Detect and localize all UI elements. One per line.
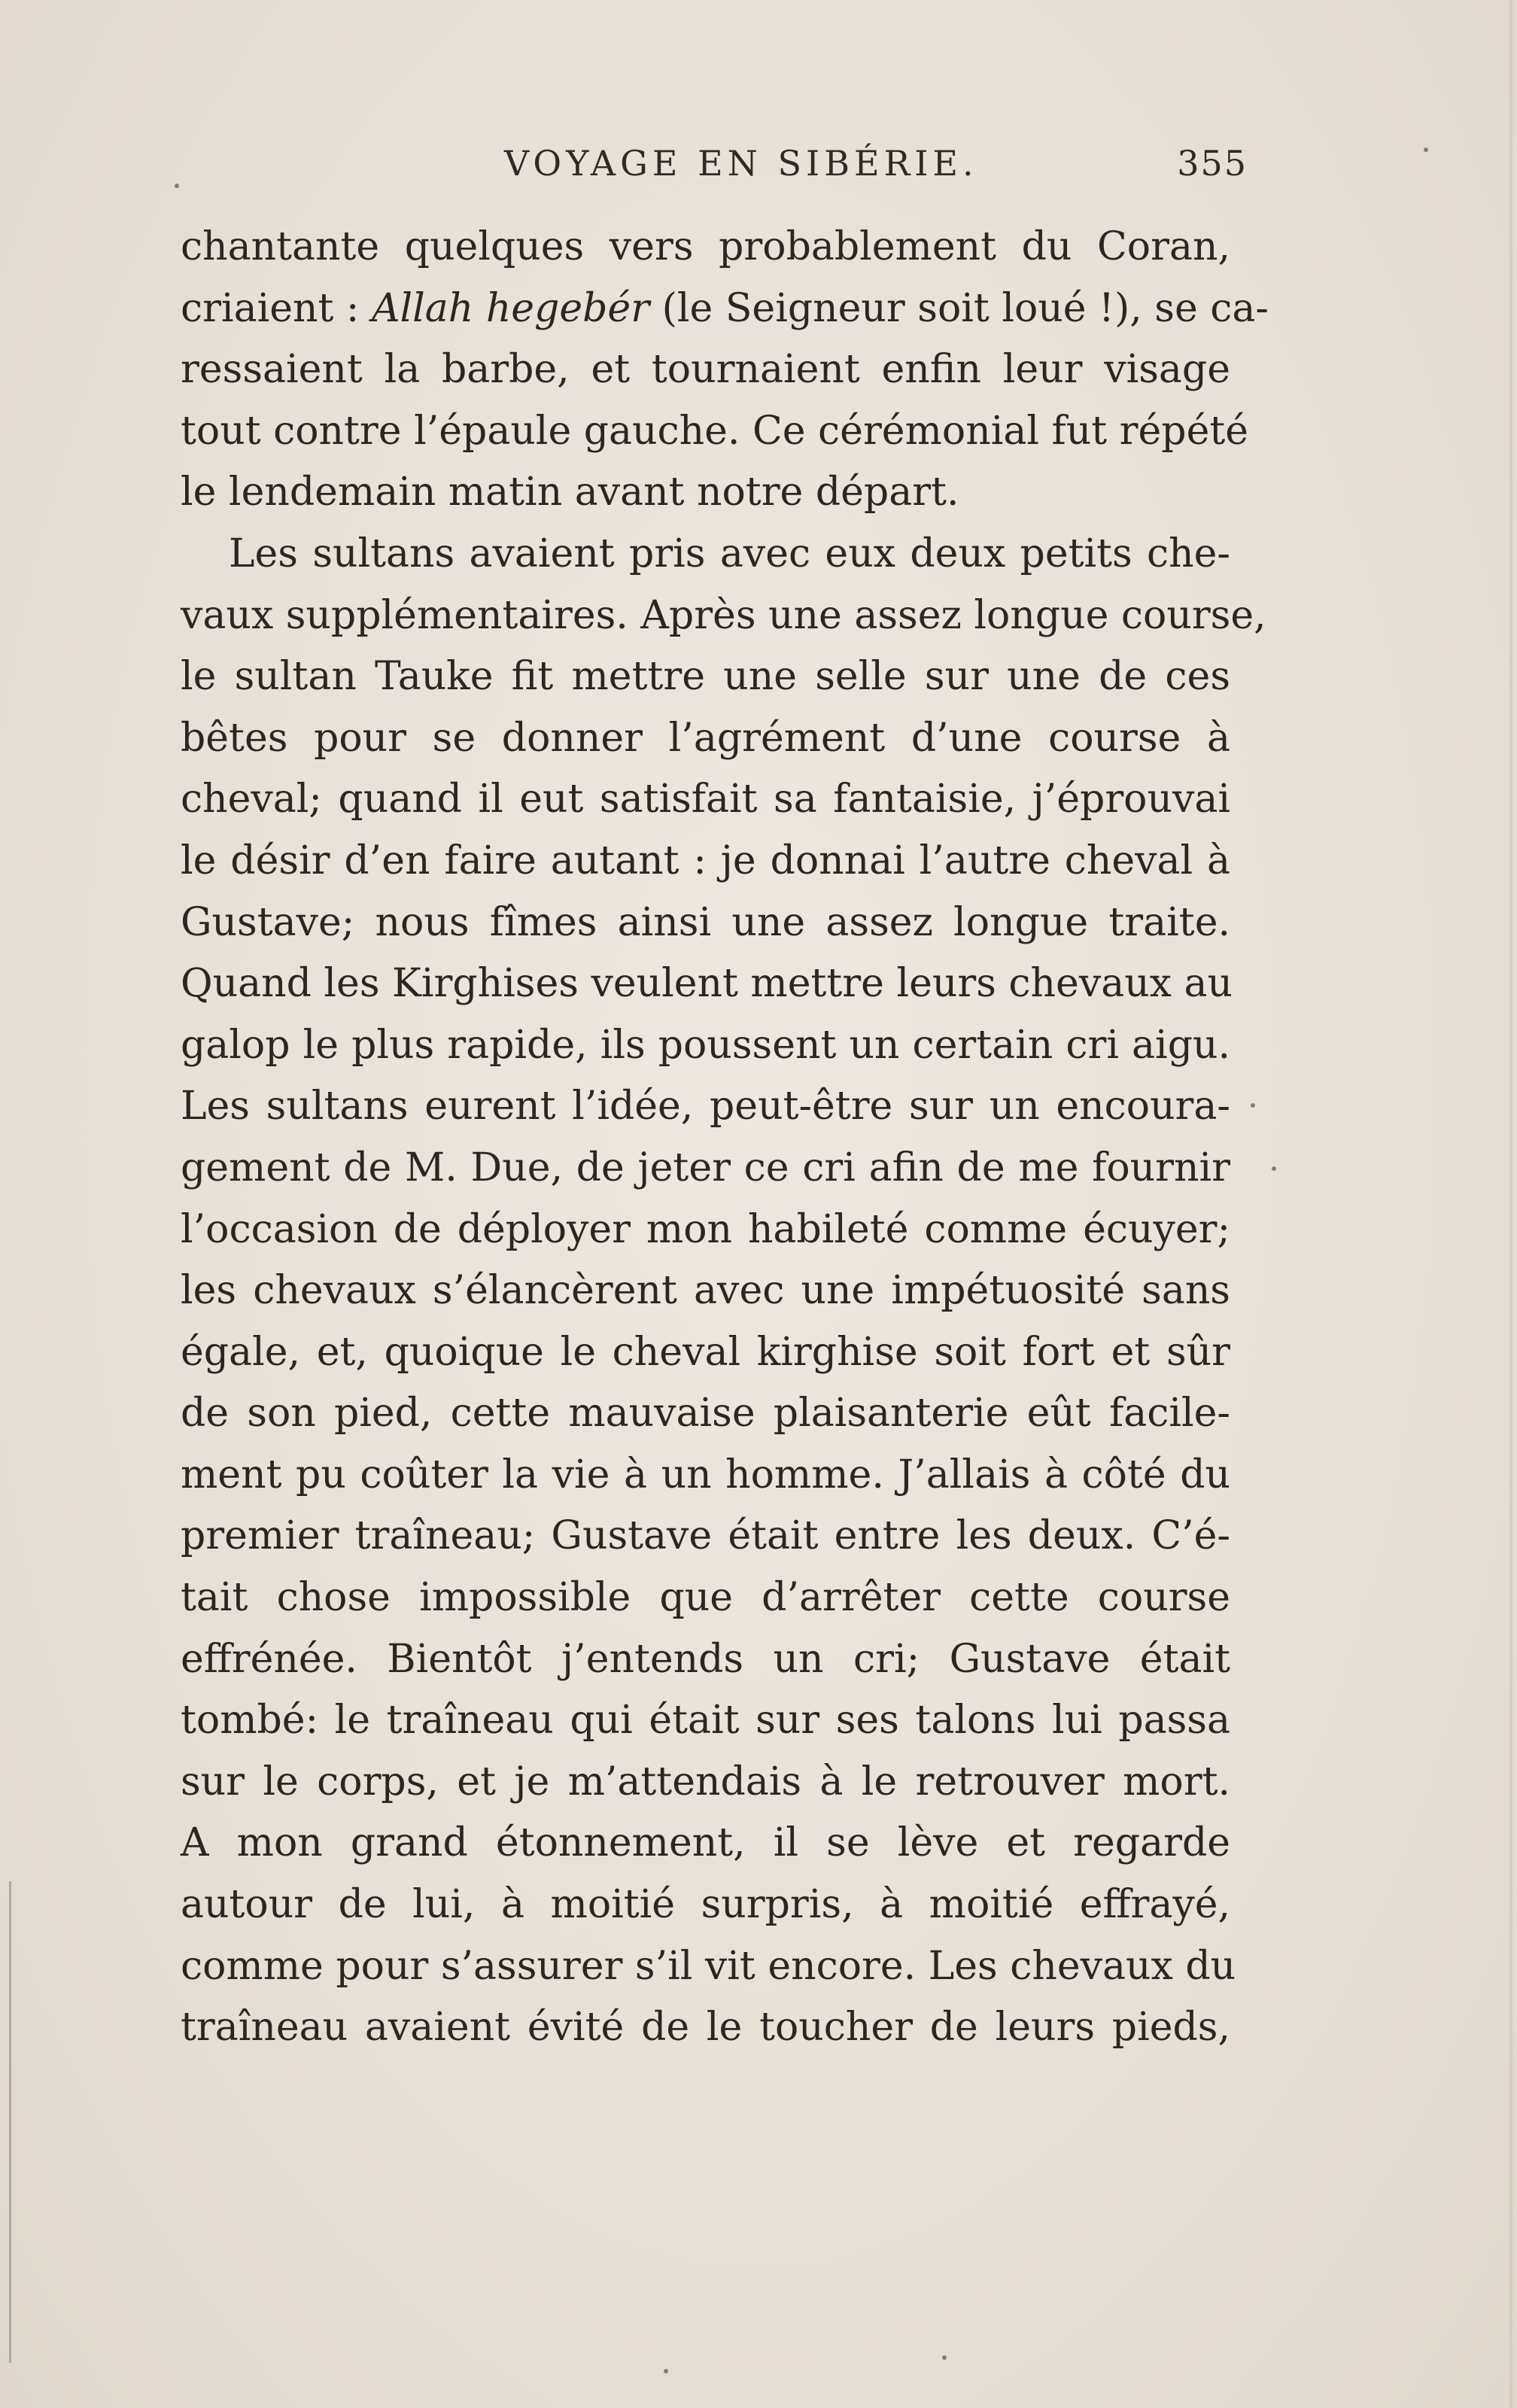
text-line: l’occasion de déployer mon habileté comme écuyer;: [181, 1206, 1230, 1252]
gutter-line: [9, 1881, 11, 2363]
text-line: Les sultans eurent l’idée, peut-être sur un encoura-: [181, 1084, 1230, 1130]
text-line: égale, et, quoique le cheval kirghise soit fort et sûr: [181, 1329, 1230, 1375]
paper-speck: [1251, 1103, 1255, 1108]
text-line: bêtes pour se donner l’agrément d’une course à: [181, 715, 1230, 761]
text-line: ment pu coûter la vie à un homme. J’allais à côté du: [181, 1452, 1230, 1497]
text-line: ressaient la barbe, et tournaient enfin leur visage: [181, 347, 1230, 393]
paper-speck: [1272, 1166, 1276, 1171]
text-line: les chevaux s’élancèrent avec une impétuosité sans: [181, 1268, 1230, 1314]
text-segment: se ca-: [1154, 285, 1269, 331]
text-segment: (le Seigneur soit loué !),: [649, 285, 1142, 331]
text-line: tombé: le traîneau qui était sur ses talons lui passa: [181, 1698, 1230, 1744]
text-line: Quand les Kirghises veulent mettre leurs chevaux au: [181, 961, 1233, 1007]
running-title: VOYAGE EN SIBÉRIE.: [504, 143, 978, 184]
paper-speck: [175, 184, 179, 188]
page-header: [181, 134, 1248, 194]
text-line: tait chose impossible que d’arrêter cette course: [181, 1575, 1230, 1621]
text-line: le désir d’en faire autant : je donnai l’autre cheval à: [181, 838, 1230, 883]
text-line: sur le corps, et je m’attendais à le retrouver mort.: [181, 1759, 1230, 1804]
text-line: tout contre l’épaule gauche. Ce cérémonial fut répété: [181, 408, 1249, 454]
text-line: Gustave; nous fîmes ainsi une assez longue traite.: [181, 899, 1230, 945]
text-line: autour de lui, à moitié surpris, à moitié effrayé,: [181, 1882, 1230, 1928]
paper-speck: [1424, 147, 1428, 152]
text-line: vaux supplémentaires. Après une assez longue course,: [181, 592, 1266, 638]
text-line: traîneau avaient évité de le toucher de leurs pieds,: [181, 2005, 1230, 2051]
page-number: 355: [1177, 143, 1248, 184]
paper-speck: [942, 2355, 947, 2360]
text-line: [181, 278, 1269, 340]
text-line: Les sultans avaient pris avec eux deux petits che-: [229, 531, 1230, 576]
text-line: le lendemain matin avant notre départ.: [181, 470, 959, 515]
page-edge: [1509, 0, 1512, 2408]
text-line: A mon grand étonnement, il se lève et regarde: [181, 1820, 1230, 1866]
text-line: comme pour s’assurer s’il vit encore. Les chevaux du: [181, 1943, 1236, 1989]
text-segment: criaient :: [181, 285, 372, 331]
text-line: chantante quelques vers probablement du Coran,: [181, 224, 1230, 269]
text-line: galop le plus rapide, ils poussent un certain cri aigu.: [181, 1022, 1230, 1068]
italic-phrase: Allah hegebér: [371, 285, 650, 331]
text-line: gement de M. Due, de jeter ce cri afin de me fournir: [181, 1145, 1230, 1190]
text-line: cheval; quand il eut satisfait sa fantaisie, j’éprouvai: [181, 777, 1230, 822]
text-line: premier traîneau; Gustave était entre les deux. C’é-: [181, 1513, 1230, 1559]
text-line: le sultan Tauke fit mettre une selle sur une de ces: [181, 654, 1230, 700]
paper-speck: [664, 2369, 668, 2373]
text-line: de son pied, cette mauvaise plaisanterie eût facile-: [181, 1391, 1230, 1437]
text-line: effrénée. Bientôt j’entends un cri; Gustave était: [181, 1636, 1230, 1682]
body-text: [181, 217, 1269, 2059]
